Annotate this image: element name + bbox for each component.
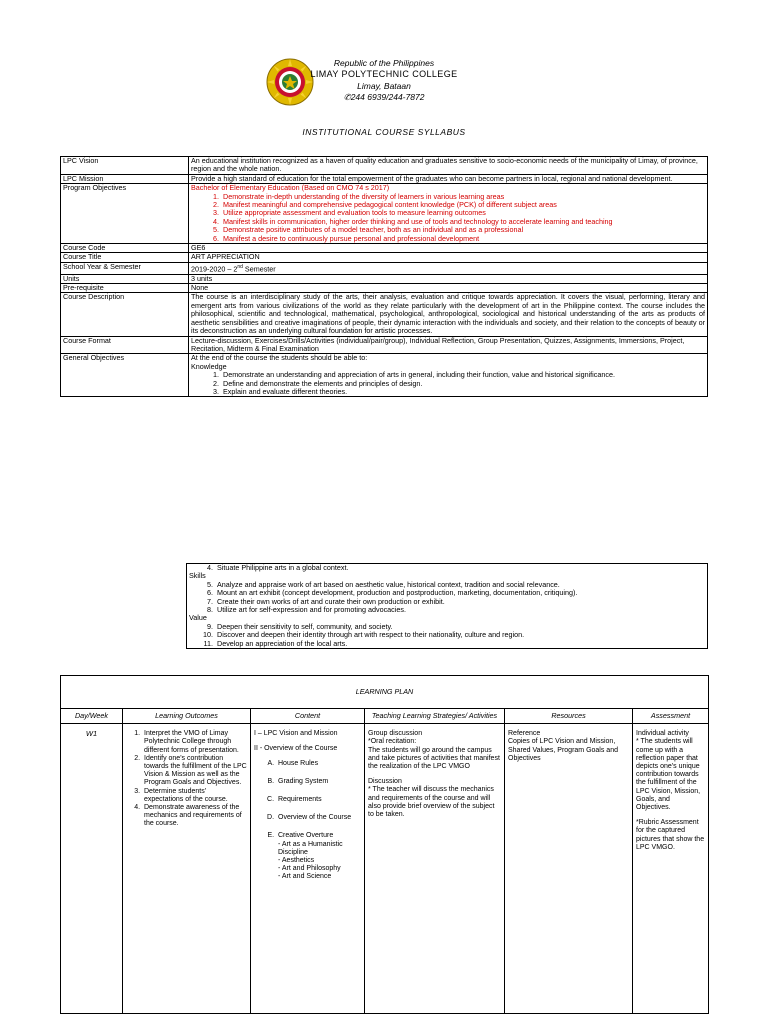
header-phone-line [0, 92, 768, 103]
general-objectives-label: General Objectives [61, 354, 189, 397]
header-strategies: Teaching Learning Strategies/ Activities [365, 709, 505, 724]
units-value: 3 units [189, 274, 708, 283]
resources-text: Copies of LPC Vision and Mission, Shared Values, Program Goals and Objectives [508, 738, 618, 762]
program-objectives-value [189, 184, 708, 244]
learning-plan-table [60, 675, 709, 1014]
list-item: 3. Utilize appropriate assessment and evaluation tools to measure learning outcomes [221, 209, 705, 217]
list-item: 1. Demonstrate an understanding and appreciation of arts in general, including their function, value and historical significance. [221, 371, 705, 379]
course-code-value: GE6 [189, 244, 708, 253]
list-item: 4. Manifest skills in communication, higher order thinking and use of tools and technology to accelerate learning and teaching [221, 218, 705, 226]
phone-icon: ✆ [343, 92, 351, 102]
program-objectives-row [61, 184, 708, 244]
content-subitems [254, 760, 361, 882]
content-cell [251, 724, 365, 1014]
header-day-week: Day/Week [61, 709, 123, 724]
school-year-row [61, 262, 708, 274]
list-item: 9. Deepen their sensitivity to self, community, and society. [215, 623, 705, 631]
school-year-label: School Year & Semester [61, 262, 189, 274]
list-item: 2. Identify one's contribution towards the fulfillment of the LPC Vision & Mission as well as the Program Goals and Objectives. [142, 755, 247, 788]
list-item: 3. Explain and evaluate different theories. [221, 388, 705, 396]
list-item: A. House Rules [276, 760, 361, 768]
units-label: Units [61, 274, 189, 283]
list-item: 1. Demonstrate in-depth understanding of the diversity of learners in various learning areas [221, 193, 705, 201]
vision-label: LPC Vision [61, 157, 189, 175]
assessment-2: * The students will come up with a reflection paper that depicts one's unique contribution towards the fulfillment of the LPC Vision, Mission, Goals, and Objectives. [636, 738, 701, 812]
program-objectives-heading: Bachelor of Elementary Education (Based on CMO 74 s 2017) [191, 183, 390, 193]
list-item: C. Requirements [276, 796, 361, 804]
format-value: Lecture-discussion, Exercises/Drills/Activities (individual/pair/group), Individual Reflection, Group Presentation, Quizzes, Assignments, Immersions, Project, Recitation, Midterm & Final Examination [189, 336, 708, 354]
learning-plan-title: LEARNING PLAN [61, 676, 709, 709]
school-year-value [189, 262, 708, 274]
week-cell: W1 [61, 724, 123, 1014]
strategies-cell [365, 724, 505, 1014]
general-objectives-value [189, 354, 708, 397]
prerequisite-value: None [189, 284, 708, 293]
header-learning-outcomes: Learning Outcomes [123, 709, 251, 724]
vision-value: An educational institution recognized as a haven of quality education and graduates sensitive to socio-economic needs of the municipality of Limay, of province, region and the whole nation. [189, 157, 708, 175]
list-item [276, 832, 361, 881]
creative-overture-label: E. Creative Overture [278, 832, 334, 840]
program-objectives-list [191, 193, 705, 243]
content-item-vm: I – LPC Vision and Mission [254, 730, 338, 738]
program-objectives-label: Program Objectives [61, 184, 189, 244]
header-resources: Resources [505, 709, 633, 724]
knowledge-label: Knowledge [191, 361, 227, 371]
strategy-2-title: Discussion [368, 778, 402, 786]
creative-sub-3: - Art and Philosophy [278, 865, 341, 873]
outcomes-cell [123, 724, 251, 1014]
assessment-3: *Rubric Assessment for the captured pictures that show the LPC VMGO. [636, 819, 705, 851]
list-item: D. Overview of the Course [276, 814, 361, 822]
vision-row [61, 157, 708, 175]
header-content: Content [251, 709, 365, 724]
resources-title: Reference [508, 730, 541, 738]
description-label: Course Description [61, 293, 189, 336]
course-title-value: ART APPRECIATION [189, 253, 708, 262]
course-info-table [60, 156, 708, 397]
creative-sub-2: - Aesthetics [278, 857, 315, 865]
list-item: 2. Manifest meaningful and comprehensive pedagogical content knowledge (PCK) of different subject areas [221, 201, 705, 209]
header-country: Republic of the Philippines [333, 58, 435, 68]
learning-plan-header-row [61, 709, 709, 724]
list-item: 5. Demonstrate positive attributes of a model teacher, both as an individual and as a professional [221, 226, 705, 234]
strategy-2-text: * The teacher will discuss the mechanics and requirements of the course and will also provide brief overview of the subject to be taken. [368, 786, 495, 819]
objectives-continuation-table [186, 563, 708, 649]
content-sublist [254, 760, 361, 882]
units-row [61, 274, 708, 283]
knowledge-list-continued [189, 564, 705, 572]
list-item: 11. Develop an appreciation of the local arts. [215, 640, 705, 648]
strategy-1-title: Group discussion [368, 730, 423, 738]
description-value: The course is an interdisciplinary study of the arts, their analysis, evaluation and critique towards appreciation. It covers the visual, performing, literary and emergent arts from various civilizations of the world as they relate particularly with the development of art in the Philippine context. The course includes the philosophical, scientific and technological, mathematical, psychological, anthropological, sociological and historical understanding of the arts as products of aesthetic sensibilities and creative imaginations of people, their dynamic interaction with the individuals and society, and their relation to the concepts of beauty or its deconstruction as an underlying cultural foundation for artistic processes. [189, 293, 708, 336]
list-item: 4. Situate Philippine arts in a global context. [215, 564, 705, 572]
school-year-sup: nd [237, 263, 243, 270]
header-assessment: Assessment [633, 709, 709, 724]
format-row [61, 336, 708, 354]
list-item: 8. Utilize art for self-expression and for promoting advocacies. [215, 606, 705, 614]
general-objectives-row [61, 354, 708, 397]
list-item: 4. Demonstrate awareness of the mechanics and requirements of the course. [142, 804, 247, 829]
prerequisite-label: Pre-requisite [61, 284, 189, 293]
list-item: 5. Analyze and appraise work of art based on aesthetic value, historical context, tradition and social relevance. [215, 581, 705, 589]
course-code-row [61, 244, 708, 253]
creative-sub-1: - Art as a Humanistic Discipline [278, 840, 343, 856]
table-row [61, 724, 709, 1014]
format-label: Course Format [61, 336, 189, 354]
header-location: Limay, Bataan [357, 81, 411, 91]
list-item: 6. Mount an art exhibit (concept development, production and postproduction, marketing, documentation, critiquing). [215, 589, 705, 597]
outcomes-list [126, 730, 247, 828]
assessment-cell [633, 724, 709, 1014]
description-row [61, 293, 708, 336]
strategy-1-label: *Oral recitation: [368, 738, 417, 746]
strategy-1-text: The students will go around the campus and take pictures of activities that manifest the realization of the LPC VMGO [368, 746, 500, 771]
objectives-continuation-cell [187, 564, 708, 649]
mission-label: LPC Mission [61, 174, 189, 183]
list-item: 6. Manifest a desire to continuously pursue personal and professional development [221, 235, 705, 243]
school-year-semester: Semester [242, 264, 276, 274]
skills-label: Skills [189, 571, 206, 581]
content-item-overview: II - Overview of the Course [254, 745, 338, 753]
list-item: 1. Interpret the VMO of Limay Polytechnic College through different forms of presentation. [142, 730, 247, 755]
school-year-text: 2019-2020 – 2 [191, 264, 238, 274]
resources-cell [505, 724, 633, 1014]
list-item: 10. Discover and deepen their identity through art with respect to their nationality, culture and region. [215, 631, 705, 639]
knowledge-list [191, 371, 705, 396]
course-title-label: Course Title [61, 253, 189, 262]
header-college-name: LIMAY POLYTECHNIC COLLEGE [310, 69, 458, 79]
assessment-1: Individual activity [636, 730, 689, 738]
mission-value: Provide a high standard of education for the total empowerment of the graduates who can become partners in local, regional and national development. [189, 174, 708, 183]
document-title: INSTITUTIONAL COURSE SYLLABUS [302, 127, 466, 137]
list-item: 3. Determine students' expectations of the course. [142, 788, 247, 804]
values-list [189, 623, 705, 648]
creative-sub-4: - Art and Science [278, 873, 332, 881]
course-title-row [61, 253, 708, 262]
value-label: Value [189, 613, 207, 623]
list-item: 2. Define and demonstrate the elements and principles of design. [221, 380, 705, 388]
skills-list [189, 581, 705, 615]
list-item: 7. Create their own works of art and curate their own production or exhibit. [215, 598, 705, 606]
header-phone: 244 6939/244-7872 [350, 92, 425, 102]
general-objectives-intro: At the end of the course the students should be able to: [191, 353, 368, 363]
course-code-label: Course Code [61, 244, 189, 253]
list-item: B. Grading System [276, 778, 361, 786]
